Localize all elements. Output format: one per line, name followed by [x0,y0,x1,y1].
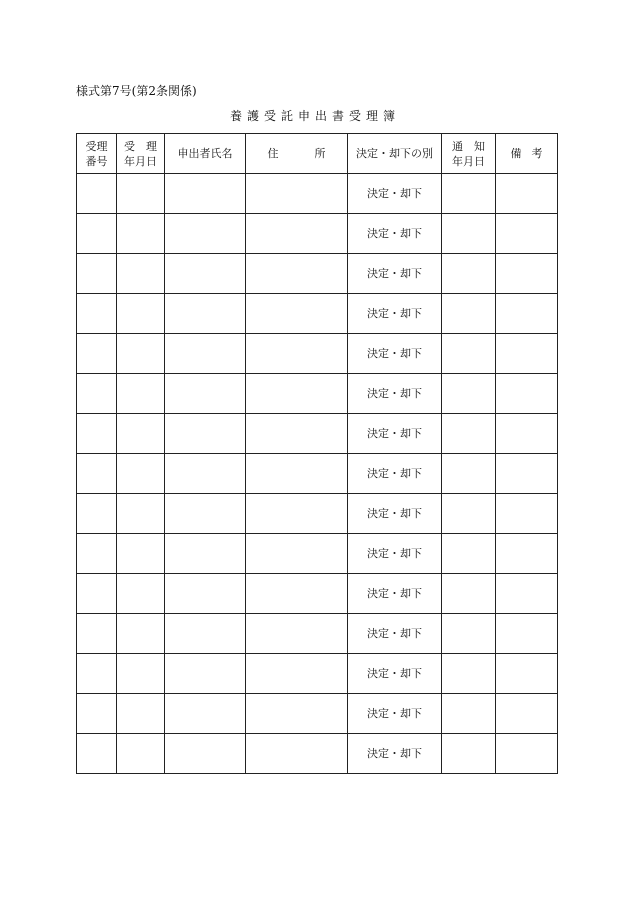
decision-cell [348,214,442,254]
decision-cell [348,494,442,534]
decision-option-text: 決定・却下 [367,707,422,720]
receipt-number-cell [77,654,117,694]
receipt-date-cell [117,174,165,214]
receipt-number-cell [77,734,117,774]
remarks-cell [496,294,558,334]
table-row [77,374,558,414]
notice-date-cell [442,534,496,574]
header-address: 住所 [246,134,348,174]
table-row [77,654,558,694]
header-notice-date: 通 知 年月日 [442,134,496,174]
table-row [77,254,558,294]
applicant-name-cell [165,494,246,534]
receipt-date-cell [117,334,165,374]
receipt-number-cell [77,174,117,214]
remarks-cell [496,734,558,774]
decision-option-text: 決定・却下 [367,627,422,640]
receipt-number-cell [77,574,117,614]
decision-cell [348,654,442,694]
table-row [77,734,558,774]
notice-date-cell [442,694,496,734]
register-body [77,174,558,774]
applicant-name-cell [165,734,246,774]
decision-cell [348,454,442,494]
header-receipt-date: 受 理 年月日 [117,134,165,174]
applicant-name-cell [165,254,246,294]
remarks-cell [496,374,558,414]
applicant-name-cell [165,214,246,254]
register-table [76,133,558,774]
receipt-number-cell [77,214,117,254]
notice-date-cell [442,614,496,654]
decision-cell [348,734,442,774]
receipt-number-cell [77,414,117,454]
notice-date-cell [442,214,496,254]
notice-date-cell [442,574,496,614]
receipt-number-cell [77,374,117,414]
address-cell [246,654,348,694]
receipt-date-cell [117,694,165,734]
decision-option-text: 決定・却下 [367,187,422,200]
receipt-number-cell [77,694,117,734]
receipt-date-cell [117,254,165,294]
notice-date-cell [442,174,496,214]
notice-date-cell [442,494,496,534]
receipt-number-cell [77,534,117,574]
receipt-date-cell [117,414,165,454]
decision-cell [348,334,442,374]
address-cell [246,694,348,734]
notice-date-cell [442,414,496,454]
remarks-cell [496,694,558,734]
applicant-name-cell [165,654,246,694]
receipt-date-cell [117,534,165,574]
address-cell [246,214,348,254]
decision-cell [348,294,442,334]
table-row [77,494,558,534]
table-row [77,414,558,454]
receipt-number-cell [77,334,117,374]
receipt-number-cell [77,614,117,654]
receipt-date-cell [117,734,165,774]
decision-cell [348,694,442,734]
applicant-name-cell [165,374,246,414]
decision-option-text: 決定・却下 [367,347,422,360]
remarks-cell [496,174,558,214]
notice-date-cell [442,654,496,694]
address-cell [246,614,348,654]
table-row [77,174,558,214]
header-applicant-name: 申出者氏名 [165,134,246,174]
remarks-cell [496,334,558,374]
table-row [77,574,558,614]
notice-date-cell [442,734,496,774]
remarks-cell [496,614,558,654]
decision-option-text: 決定・却下 [367,587,422,600]
applicant-name-cell [165,174,246,214]
applicant-name-cell [165,574,246,614]
header-receipt-number: 受理 番号 [77,134,117,174]
decision-option-text: 決定・却下 [367,427,422,440]
table-row [77,614,558,654]
notice-date-cell [442,254,496,294]
decision-option-text: 決定・却下 [367,387,422,400]
decision-cell [348,534,442,574]
applicant-name-cell [165,294,246,334]
address-cell [246,574,348,614]
address-cell [246,414,348,454]
address-cell [246,534,348,574]
decision-option-text: 決定・却下 [367,307,422,320]
applicant-name-cell [165,454,246,494]
applicant-name-cell [165,534,246,574]
decision-option-text: 決定・却下 [367,747,422,760]
decision-cell [348,254,442,294]
receipt-date-cell [117,614,165,654]
decision-option-text: 決定・却下 [367,467,422,480]
remarks-cell [496,494,558,534]
form-title: 養護受託申出書受理簿 [229,109,400,123]
table-row [77,294,558,334]
applicant-name-cell [165,414,246,454]
address-cell [246,174,348,214]
remarks-cell [496,654,558,694]
address-cell [246,734,348,774]
receipt-number-cell [77,454,117,494]
decision-cell [348,614,442,654]
decision-option-text: 決定・却下 [367,227,422,240]
decision-cell [348,174,442,214]
table-row [77,454,558,494]
receipt-number-cell [77,254,117,294]
notice-date-cell [442,334,496,374]
decision-option-text: 決定・却下 [367,547,422,560]
form-number-label: 様式第7号(第2条関係) [76,84,197,98]
applicant-name-cell [165,614,246,654]
decision-cell [348,574,442,614]
header-decision-type: 決定・却下の別 [348,134,442,174]
remarks-cell [496,414,558,454]
address-cell [246,254,348,294]
receipt-date-cell [117,214,165,254]
header-remarks: 備考 [496,134,558,174]
applicant-name-cell [165,334,246,374]
table-row [77,214,558,254]
remarks-cell [496,454,558,494]
decision-option-text: 決定・却下 [367,667,422,680]
receipt-date-cell [117,494,165,534]
remarks-cell [496,214,558,254]
address-cell [246,294,348,334]
remarks-cell [496,254,558,294]
decision-option-text: 決定・却下 [367,267,422,280]
receipt-number-cell [77,294,117,334]
address-cell [246,374,348,414]
decision-option-text: 決定・却下 [367,507,422,520]
receipt-date-cell [117,374,165,414]
receipt-date-cell [117,574,165,614]
table-row [77,694,558,734]
table-row [77,534,558,574]
receipt-date-cell [117,294,165,334]
address-cell [246,334,348,374]
address-cell [246,454,348,494]
receipt-date-cell [117,654,165,694]
address-cell [246,494,348,534]
remarks-cell [496,574,558,614]
notice-date-cell [442,374,496,414]
decision-cell [348,414,442,454]
notice-date-cell [442,294,496,334]
remarks-cell [496,534,558,574]
decision-cell [348,374,442,414]
header-row [77,134,558,174]
notice-date-cell [442,454,496,494]
applicant-name-cell [165,694,246,734]
receipt-number-cell [77,494,117,534]
table-row [77,334,558,374]
receipt-date-cell [117,454,165,494]
